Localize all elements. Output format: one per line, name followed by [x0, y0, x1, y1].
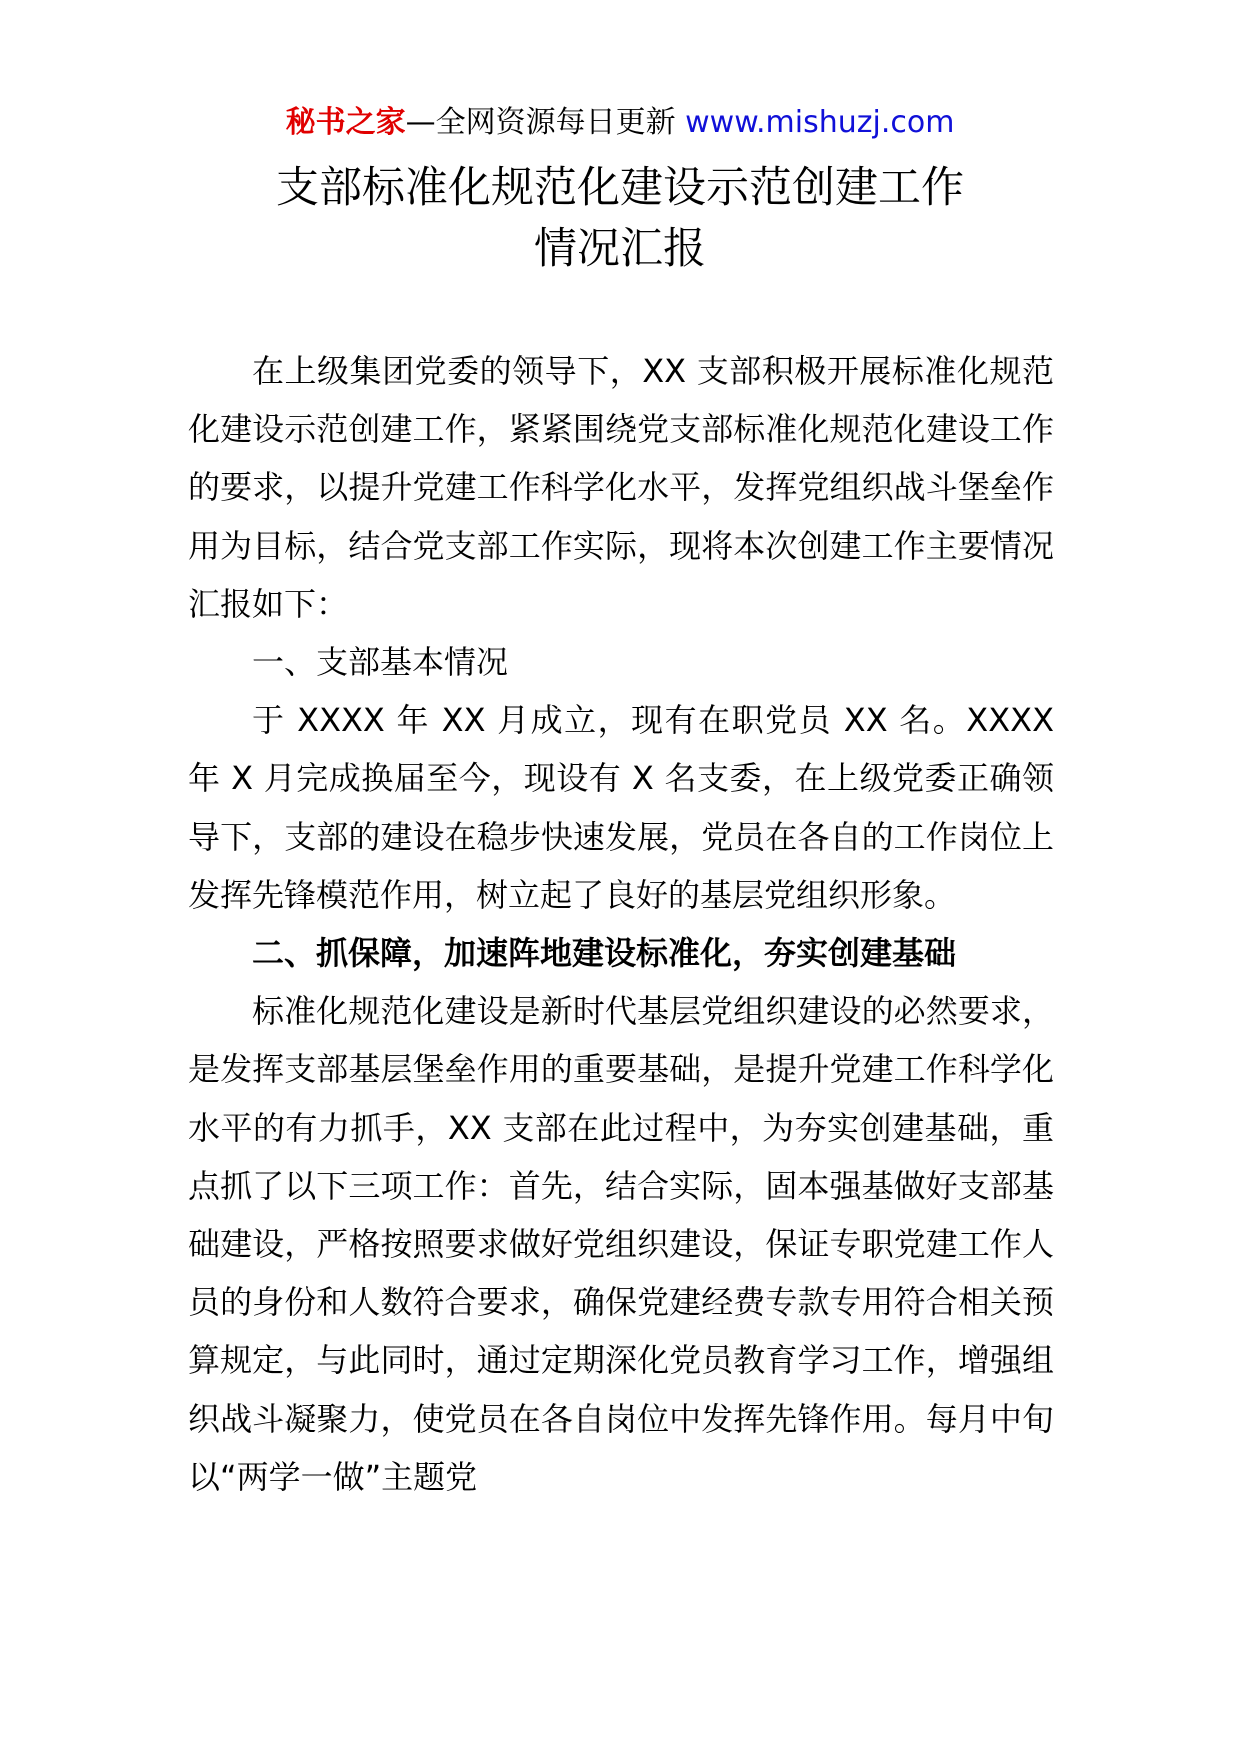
document-title-line-1: 支部标准化规范化建设示范创建工作 — [276, 163, 964, 213]
header-slogan: 全网资源每日更新 — [435, 105, 676, 140]
paragraph-standardization: 标准化规范化建设是新时代基层党组织建设的必然要求，是发挥支部基层堡垒作用的重要基础，是提升党建工作科学化水平的有力抓手，XX 支部在此过程中，为夯实创建基础，重点抓了以下三项工作：首先，结合实际，固本强基做好支部基础建设，严格按照要求做好党组织建设，保证专职党建工作人员的身份和人数符合要求，确保党建经费专款专用符合相关预算规定，与此同时，通过定期深化党员教育学习工作，增强组织战斗凝聚力，使党员在各自岗位中发挥先锋作用。每月中旬以“两学一做”主题党 — [188, 992, 1054, 1496]
paragraph-intro: 在上级集团党委的领导下，XX 支部积极开展标准化规范化建设示范创建工作，紧紧围绕党支部标准化规范化建设工作的要求，以提升党建工作科学化水平，发挥党组织战斗堡垒作用为目标，结合党支部工作实际，现将本次创建工作主要情况汇报如下： — [188, 352, 1054, 623]
section-heading-1: 一、支部基本情况 — [252, 643, 509, 682]
site-url-link[interactable]: www.mishuzj.com — [685, 105, 955, 140]
document-body — [188, 342, 1054, 1506]
paragraph-basic-info: 于 XXXX 年 XX 月成立，现有在职党员 XX 名。XXXX 年 X 月完成换届至今，现设有 X 名支委，在上级党委正确领导下，支部的建设在稳步快速发展，党员在各自的工作岗位上发挥先锋模范作用，树立起了良好的基层党组织形象。 — [188, 701, 1054, 914]
document-title-line-2: 情况汇报 — [534, 224, 706, 274]
brand-name: 秘书之家 — [285, 105, 406, 140]
section-heading-2: 二、抓保障，加速阵地建设标准化，夯实创建基础 — [252, 934, 957, 973]
header-separator: — — [405, 105, 436, 140]
site-header — [0, 100, 1240, 146]
